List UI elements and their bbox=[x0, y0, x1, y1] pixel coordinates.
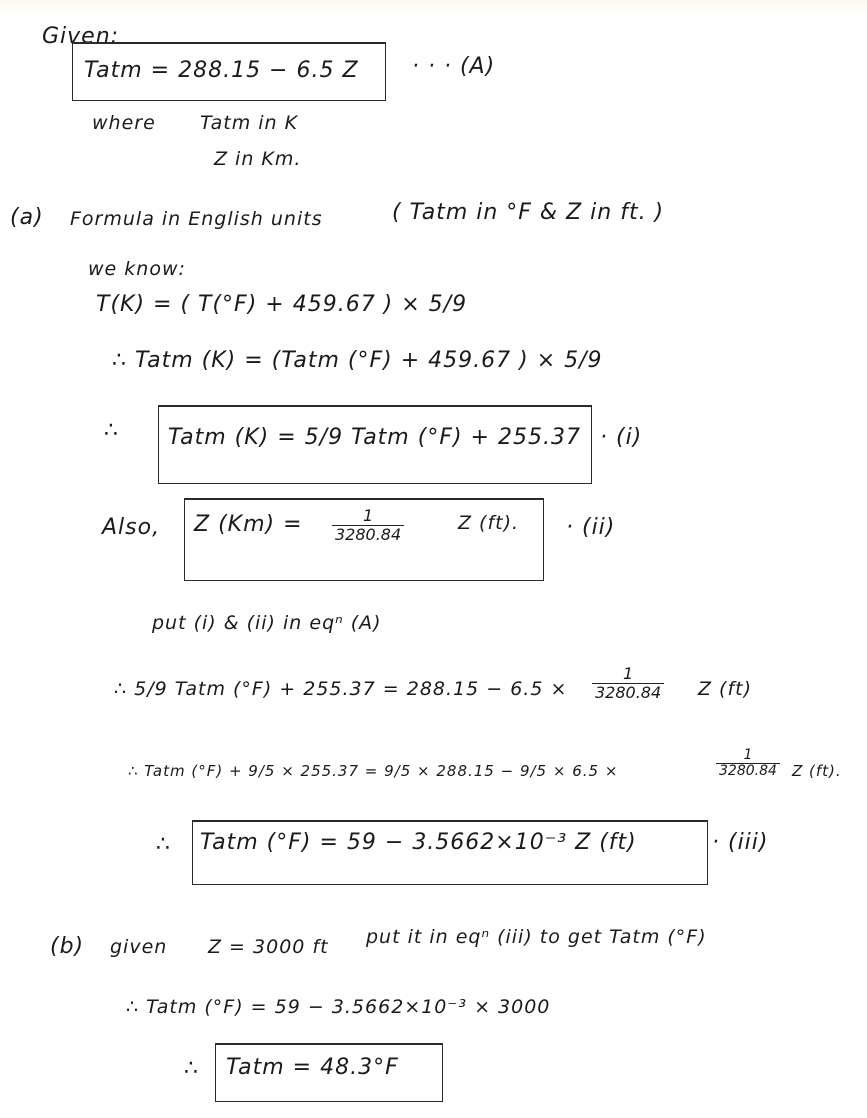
eq-i: Tatm (K) = 5/9 Tatm (°F) + 255.37 bbox=[168, 425, 581, 450]
final-result: Tatm = 48.3°F bbox=[226, 1055, 399, 1080]
eq-ii-lhs: Z (Km) = bbox=[194, 512, 303, 537]
part-b-put: put it in eqⁿ (iii) to get Tatm (°F) bbox=[366, 926, 707, 948]
eq-ii-denominator: 3280.84 bbox=[332, 525, 404, 544]
also-label: Also, bbox=[102, 515, 161, 540]
we-know: we know: bbox=[88, 258, 186, 280]
step2-lhs: ∴ Tatm (°F) + 9/5 × 255.37 = 9/5 × 288.15 − 9/5 × 6.5 × bbox=[128, 762, 619, 780]
part-a-title-units: ( Tatm in °F & Z in ft. ) bbox=[392, 200, 665, 225]
part-b-given: given bbox=[110, 936, 168, 958]
step2-numerator: 1 bbox=[743, 747, 753, 763]
step2-rhs: Z (ft). bbox=[792, 762, 842, 780]
conversion-atm: ∴ Tatm (K) = (Tatm (°F) + 459.67 ) × 5/9 bbox=[112, 348, 603, 373]
step2-denominator: 3280.84 bbox=[716, 763, 780, 779]
given-heading: Given: bbox=[42, 24, 120, 49]
eq-ii-rhs: Z (ft). bbox=[458, 512, 520, 534]
where-label: where bbox=[92, 112, 156, 134]
eq-iii: Tatm (°F) = 59 − 3.5662×10⁻³ Z (ft) bbox=[200, 830, 637, 855]
eq-i-prefix: ∴ bbox=[104, 418, 119, 443]
eq-i-tag: · (i) bbox=[600, 425, 643, 450]
step1-numerator: 1 bbox=[622, 664, 634, 683]
step1-rhs: Z (ft) bbox=[698, 678, 753, 700]
substitution: ∴ Tatm (°F) = 59 − 3.5662×10⁻³ × 3000 bbox=[126, 996, 551, 1018]
unit-t: Tatm in K bbox=[200, 112, 299, 134]
result-prefix: ∴ bbox=[184, 1056, 199, 1081]
part-b-z-value: Z = 3000 ft bbox=[208, 936, 329, 958]
put-instruction: put (i) & (ii) in eqⁿ (A) bbox=[152, 612, 382, 634]
eq-ii-fraction bbox=[332, 508, 404, 543]
step1-denominator: 3280.84 bbox=[592, 683, 664, 702]
eq-ii-tag: · (ii) bbox=[566, 515, 616, 540]
eq-ii-numerator: 1 bbox=[362, 506, 374, 525]
eq-iii-prefix: ∴ bbox=[156, 832, 171, 857]
conversion-formula: T(K) = ( T(°F) + 459.67 ) × 5/9 bbox=[96, 292, 468, 317]
equation-tag-a: · · · (A) bbox=[412, 54, 496, 79]
unit-z: Z in Km. bbox=[214, 148, 302, 170]
step1-fraction bbox=[592, 666, 664, 701]
given-equation: Tatm = 288.15 − 6.5 Z bbox=[84, 58, 359, 83]
part-a-title: Formula in English units bbox=[70, 208, 323, 230]
part-a-label: (a) bbox=[10, 205, 44, 230]
eq-iii-tag: · (iii) bbox=[712, 830, 769, 855]
step2-fraction bbox=[716, 748, 780, 779]
step1-lhs: ∴ 5/9 Tatm (°F) + 255.37 = 288.15 − 6.5 × bbox=[114, 678, 568, 700]
part-b-label: (b) bbox=[50, 934, 85, 959]
